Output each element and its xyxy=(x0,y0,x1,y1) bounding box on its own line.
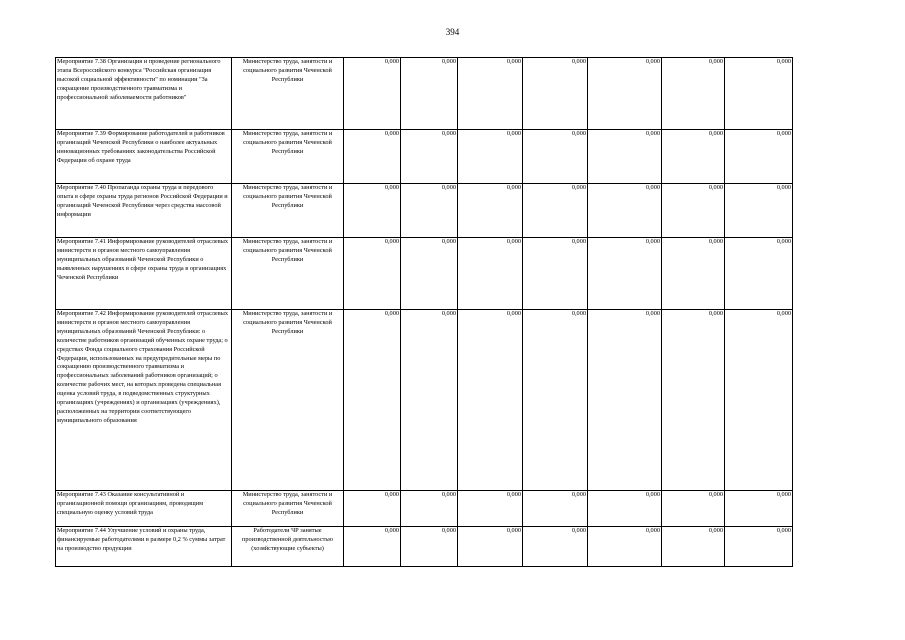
measure-description: Мероприятие 7.44 Улучшение условий и охраны труда, финансируемые работодателями в размере 0,2 % суммы затрат на производство продукции xyxy=(56,527,232,567)
funding-value-cell: 0,000 xyxy=(725,310,793,491)
funding-value-cell: 0,000 xyxy=(662,238,725,310)
funding-value-cell: 0,000 xyxy=(588,184,662,238)
table-body xyxy=(56,58,793,567)
funding-value-cell: 0,000 xyxy=(523,310,588,491)
table-row xyxy=(56,184,793,238)
funding-value-cell: 0,000 xyxy=(344,491,401,527)
funding-value-cell: 0,000 xyxy=(344,130,401,184)
measure-description: Мероприятие 7.40 Пропаганда охраны труда и передового опыта в сфере охраны труда регионов Российской Федерации и организаций Чеченской Республики через средства массовой информации xyxy=(56,184,232,238)
measure-description: Мероприятие 7.38 Организация и проведение регионального этапа Всероссийского конкурса "Российская организация высокой социальной эффективности" по номинации "За сокращение производственного травматизма и профессиональной заболеваемости работников" xyxy=(56,58,232,130)
funding-value-cell: 0,000 xyxy=(344,58,401,130)
funding-value-cell: 0,000 xyxy=(458,58,523,130)
funding-value-cell: 0,000 xyxy=(662,310,725,491)
responsible-executor: Министерство труда, занятости и социального развития Чеченской Республики xyxy=(232,130,344,184)
funding-value-cell: 0,000 xyxy=(725,238,793,310)
measure-description: Мероприятие 7.42 Информирование руководителей отраслевых министерств и органов местного самоуправления муниципальных образований Чеченской Республики: о количестве работников организаций обученных охране труда; о средствах Фонда социального страхования Российской Федерации, использованных на предупредительные меры по сокращению производственного травматизма и профессиональных заболеваний работников организаций; о количестве рабочих мест, на которых проведена специальная оценка условий труда, в подведомственных структурных организациях (учреждениях) и организациях (учреждениях), расположенных на территории соответствующего муниципального образования xyxy=(56,310,232,491)
funding-value-cell: 0,000 xyxy=(401,238,458,310)
funding-value-cell: 0,000 xyxy=(401,310,458,491)
measure-description: Мероприятие 7.39 Формирование работодателей и работников организаций Чеченской Республики о наиболее актуальных инновационных требованиях законодательства Российской Федерации об охране труда xyxy=(56,130,232,184)
table-row xyxy=(56,491,793,527)
funding-value-cell: 0,000 xyxy=(662,527,725,567)
funding-value-cell: 0,000 xyxy=(458,310,523,491)
program-table xyxy=(55,57,793,567)
funding-value-cell: 0,000 xyxy=(458,491,523,527)
funding-value-cell: 0,000 xyxy=(662,130,725,184)
funding-value-cell: 0,000 xyxy=(662,491,725,527)
funding-value-cell: 0,000 xyxy=(401,527,458,567)
funding-value-cell: 0,000 xyxy=(588,58,662,130)
measure-description: Мероприятие 7.41 Информирование руководителей отраслевых министерств и органов местного самоуправления муниципальных образований Чеченской Республики о выявленных нарушениях в сфере охраны труда в организациях Чеченской Республики xyxy=(56,238,232,310)
funding-value-cell: 0,000 xyxy=(725,527,793,567)
funding-value-cell: 0,000 xyxy=(344,238,401,310)
funding-value-cell: 0,000 xyxy=(662,58,725,130)
responsible-executor: Министерство труда, занятости и социального развития Чеченской Республики xyxy=(232,491,344,527)
measure-description: Мероприятие 7.43 Оказание консультативной и организационной помощи организациям, проводящим специальную оценку условий труда xyxy=(56,491,232,527)
funding-value-cell: 0,000 xyxy=(458,527,523,567)
table-row xyxy=(56,130,793,184)
funding-value-cell: 0,000 xyxy=(401,130,458,184)
funding-value-cell: 0,000 xyxy=(344,184,401,238)
funding-value-cell: 0,000 xyxy=(523,238,588,310)
page-number: 394 xyxy=(445,27,460,37)
funding-value-cell: 0,000 xyxy=(725,130,793,184)
funding-value-cell: 0,000 xyxy=(588,310,662,491)
funding-value-cell: 0,000 xyxy=(662,184,725,238)
funding-value-cell: 0,000 xyxy=(588,527,662,567)
table-row xyxy=(56,527,793,567)
funding-value-cell: 0,000 xyxy=(523,130,588,184)
funding-value-cell: 0,000 xyxy=(523,491,588,527)
funding-value-cell: 0,000 xyxy=(458,238,523,310)
responsible-executor: Министерство труда, занятости и социального развития Чеченской Республики xyxy=(232,58,344,130)
funding-value-cell: 0,000 xyxy=(344,527,401,567)
funding-value-cell: 0,000 xyxy=(588,238,662,310)
funding-value-cell: 0,000 xyxy=(725,184,793,238)
funding-value-cell: 0,000 xyxy=(523,527,588,567)
responsible-executor: Министерство труда, занятости и социального развития Чеченской Республики xyxy=(232,184,344,238)
funding-value-cell: 0,000 xyxy=(401,491,458,527)
responsible-executor: Министерство труда, занятости и социального развития Чеченской Республики xyxy=(232,310,344,491)
funding-value-cell: 0,000 xyxy=(588,130,662,184)
funding-value-cell: 0,000 xyxy=(588,491,662,527)
funding-value-cell: 0,000 xyxy=(458,130,523,184)
funding-value-cell: 0,000 xyxy=(458,184,523,238)
funding-value-cell: 0,000 xyxy=(725,491,793,527)
funding-value-cell: 0,000 xyxy=(523,184,588,238)
table-row xyxy=(56,58,793,130)
funding-value-cell: 0,000 xyxy=(725,58,793,130)
funding-value-cell: 0,000 xyxy=(344,310,401,491)
responsible-executor: Работодатели ЧР занятые производственной деятельностью (хозяйствующие субъекты) xyxy=(232,527,344,567)
funding-value-cell: 0,000 xyxy=(523,58,588,130)
funding-value-cell: 0,000 xyxy=(401,58,458,130)
funding-value-cell: 0,000 xyxy=(401,184,458,238)
responsible-executor: Министерство труда, занятости и социального развития Чеченской Республики xyxy=(232,238,344,310)
table-row xyxy=(56,310,793,491)
table-row xyxy=(56,238,793,310)
